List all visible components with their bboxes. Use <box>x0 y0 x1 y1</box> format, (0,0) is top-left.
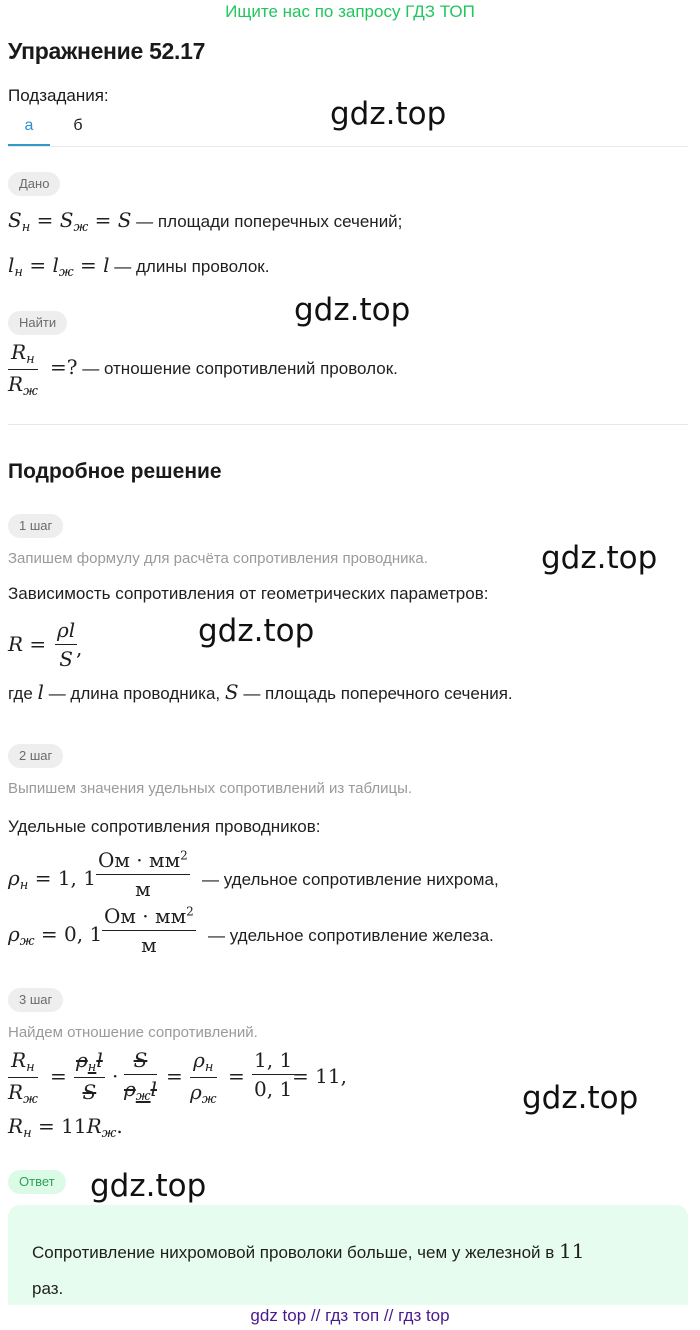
ratio-S-rho: S $\rho_жl$ <box>124 1048 157 1104</box>
answer-chip: Ответ <box>8 1170 66 1194</box>
step1-formula: R = <box>8 632 47 656</box>
eq1: = <box>50 1064 67 1088</box>
given-chip: Дано <box>8 172 60 196</box>
rho-n-formula: $\rho_н = 1$, 1 <box>8 866 96 893</box>
step3-chip: 3 шаг <box>8 988 63 1012</box>
given-area-text: — площади поперечных сечений; <box>136 212 403 231</box>
solution-title: Подробное решение <box>8 460 222 483</box>
watermark: gdz.top <box>522 1080 639 1116</box>
watermark: gdz.top <box>541 540 658 576</box>
eq2: = <box>166 1064 183 1088</box>
given-length-text: — длины проволок. <box>114 257 270 276</box>
answer-box <box>8 1205 688 1305</box>
given-area-line: $S_н = S_ж = S$ — площади поперечных сечений; <box>8 208 403 235</box>
step1-where-end: — площадь поперечного сечения. <box>243 684 513 703</box>
top-banner: Ищите нас по запросу ГДЗ ТОП <box>225 2 475 21</box>
find-chip: Найти <box>8 311 67 335</box>
rho-zh-line <box>208 926 494 946</box>
rho-zh-formula: $\rho_ж = 0$, 1 <box>8 922 103 949</box>
watermark: gdz.top <box>294 292 411 328</box>
rho-zh-text: — удельное сопротивление железа. <box>208 926 494 945</box>
step1-text: Зависимость сопротивления от геометрических параметров: <box>8 584 489 603</box>
ratio-rho-S: $\rho_нl$ S <box>76 1048 103 1104</box>
answer-suffix: раз. <box>32 1279 64 1298</box>
step1-fraction: $\frac{\rho l}{S}$ <box>57 618 76 671</box>
watermark: gdz.top <box>90 1168 207 1204</box>
page-title: Упражнение 52.17 <box>8 38 206 64</box>
rho-n-text: — удельное сопротивление нихрома, <box>202 870 499 889</box>
rho-zh-unit: Ом · $мм^2$ м <box>104 904 194 957</box>
rho-n-line <box>202 870 499 890</box>
find-fraction: $R_н$ $R_ж$ <box>8 340 38 399</box>
ratio-R: $R_н$ $R_ж$ <box>8 1048 38 1107</box>
subtasks-label: Подзадания: <box>8 86 109 105</box>
ratio-numbers: $\frac{1, 1}{0, 1}$ <box>254 1048 293 1101</box>
answer-text: Сопротивление нихромовой проволоки больше, чем у железной в <box>32 1243 555 1262</box>
answer-number: 11 <box>559 1239 585 1263</box>
rho-n-unit: Ом · $мм^2$ м <box>98 848 188 901</box>
find-text: — отношение сопротивлений проволок. <box>82 359 398 378</box>
given-length-line: $l_н = l_ж = l$ — длины проволок. <box>8 253 270 280</box>
step2-chip: 2 шаг <box>8 744 63 768</box>
tabs-divider <box>8 146 688 147</box>
step2-text: Удельные сопротивления проводников: <box>8 817 321 836</box>
eq3: = <box>228 1064 245 1088</box>
footer-links[interactable]: gdz top // гдз топ // гдз top <box>250 1306 450 1325</box>
step1-chip: 1 шаг <box>8 514 63 538</box>
tab-a[interactable]: а <box>8 114 50 146</box>
find-line: =? — отношение сопротивлений проволок. <box>50 355 398 379</box>
section-divider <box>8 424 688 425</box>
step1-where-line: где l — длина проводника, S — площадь поперечного сечения. <box>8 680 513 704</box>
watermark: gdz.top <box>198 613 315 649</box>
step1-hint: Запишем формулу для расчёта сопротивления проводника. <box>8 550 428 567</box>
step1-comma: , <box>76 636 83 660</box>
step1-where-mid: — длина проводника, <box>48 684 221 703</box>
ratio-rho: $\rho_н$ $\rho_ж$ <box>190 1048 217 1107</box>
eq4: = 11, <box>292 1064 347 1088</box>
watermark: gdz.top <box>330 96 447 132</box>
dot: · <box>112 1064 119 1088</box>
tab-b[interactable]: б <box>73 117 83 134</box>
step2-hint: Выпишем значения удельных сопротивлений из таблицы. <box>8 780 413 797</box>
result-formula: $R_н = 11R_ж$. <box>8 1114 123 1141</box>
step1-where-prefix: где <box>8 684 33 703</box>
answer-text-block <box>32 1233 652 1307</box>
step3-hint: Найдем отношение сопротивлений. <box>8 1024 258 1041</box>
